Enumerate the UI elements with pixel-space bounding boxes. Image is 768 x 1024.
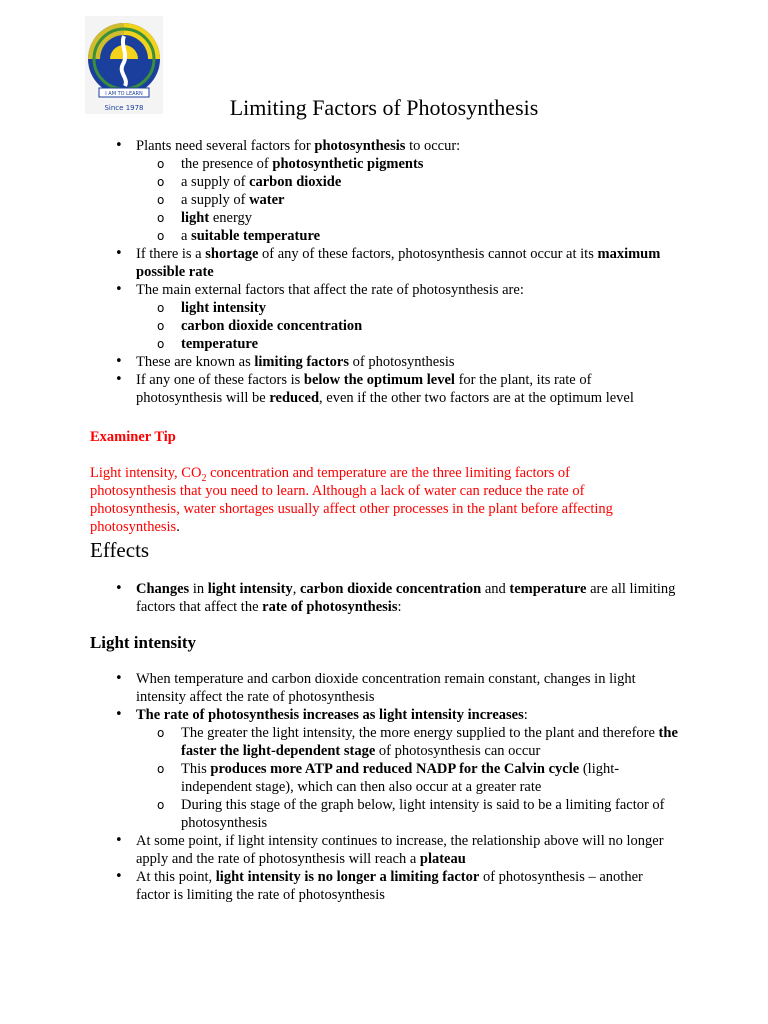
- light-intensity-heading: Light intensity: [90, 633, 196, 652]
- list-item: • Plants need several factors for photosynthesis to occur:: [90, 137, 680, 155]
- list-item: • If there is a shortage of any of these factors, photosynthesis cannot occur at its maximum possible rate: [90, 245, 680, 281]
- sub-list-item: o This produces more ATP and reduced NADP for the Calvin cycle (light-independent stage), which can then also occur at a greater rate: [90, 760, 680, 796]
- sub-list-item: o a supply of carbon dioxide: [90, 173, 680, 191]
- sub-list-item: o temperature: [90, 335, 680, 353]
- logo-since: Since 1978: [104, 104, 144, 112]
- effects-section: [90, 580, 680, 616]
- list-item: • When temperature and carbon dioxide concentration remain constant, changes in light intensity affect the rate of photosynthesis: [90, 670, 680, 706]
- list-item: • The main external factors that affect the rate of photosynthesis are:: [90, 281, 680, 299]
- sub-list-item: o During this stage of the graph below, light intensity is said to be a limiting factor of photosynthesis: [90, 796, 680, 832]
- page-title: Limiting Factors of Photosynthesis: [229, 95, 539, 120]
- list-item: • The rate of photosynthesis increases as light intensity increases:: [90, 706, 680, 724]
- light-intensity-section: [90, 670, 680, 904]
- effects-heading: Effects: [90, 538, 150, 562]
- examiner-tip-text: Light intensity, $CO_2$ concentration and temperature are the three limiting factors of photosynthesis that you need to learn. Although a lack of water can reduce the rate of photosynthesis, water shortages usually affect other processes in the plant before affecting photosynthesis.: [90, 465, 613, 535]
- sub-list-item: o a supply of water: [90, 191, 680, 209]
- list-item: • If any one of these factors is below the optimum level for the plant, its rate of photosynthesis will be reduced, even if the other two factors are at the optimum level: [90, 371, 680, 407]
- list-item: • Changes in light intensity, carbon dioxide concentration and temperature are all limiting factors that affect the rate of photosynthesis:: [90, 580, 680, 616]
- sub-list-item: o a suitable temperature: [90, 227, 680, 245]
- factors-section: [90, 137, 680, 407]
- factors-list: [90, 137, 680, 407]
- sub-list-item: o the presence of photosynthetic pigments: [90, 155, 680, 173]
- sub-list-item: o carbon dioxide concentration: [90, 317, 680, 335]
- sub-list-item: o The greater the light intensity, the more energy supplied to the plant and therefore the faster the light-dependent stage of photosynthesis can occur: [90, 724, 680, 760]
- list-item: • These are known as limiting factors of photosynthesis: [90, 353, 680, 371]
- list-item: • At this point, light intensity is no longer a limiting factor of photosynthesis – another factor is limiting the rate of photosynthesis: [90, 868, 680, 904]
- examiner-tip-heading: Examiner Tip: [90, 429, 176, 445]
- list-item: • At some point, if light intensity continues to increase, the relationship above will no longer apply and the rate of photosynthesis will reach a plateau: [90, 832, 680, 868]
- logo-motto: I AM TO LEARN: [105, 91, 143, 97]
- sub-list-item: o light energy: [90, 209, 680, 227]
- sub-list-item: o light intensity: [90, 299, 680, 317]
